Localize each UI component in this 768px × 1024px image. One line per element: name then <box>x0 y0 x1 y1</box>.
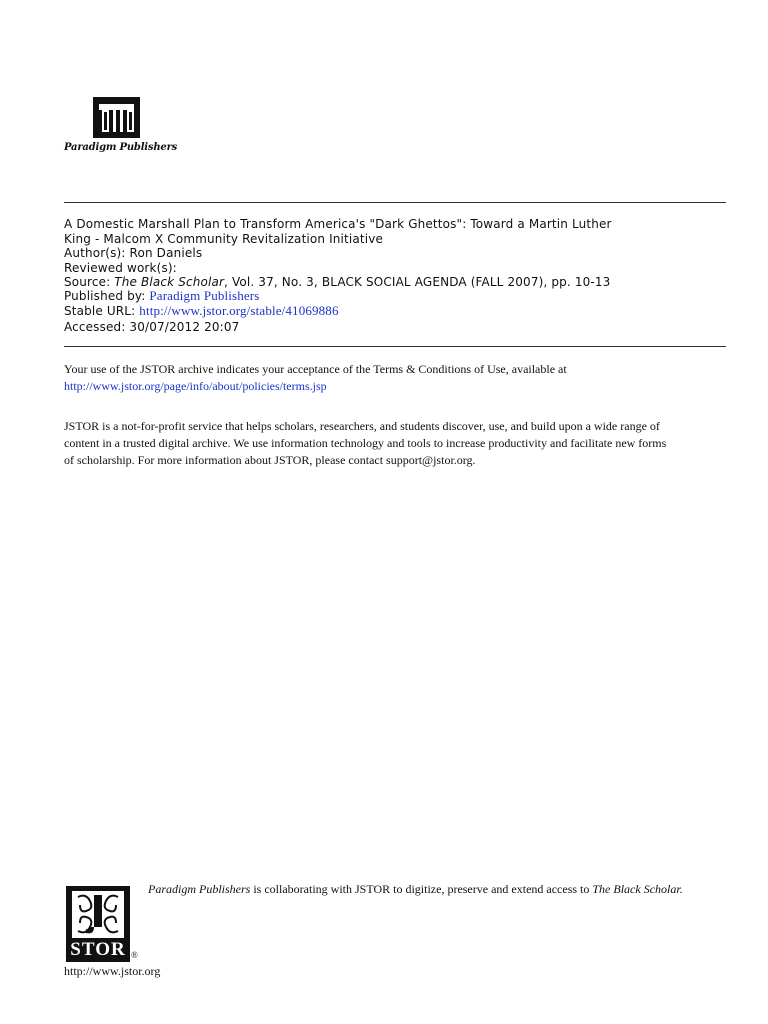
published-by-label: Published by: <box>64 289 150 303</box>
stable-url <box>64 304 339 318</box>
paradigm-publishers-logo-icon <box>93 97 140 138</box>
publisher-logo-label: Paradigm Publishers <box>64 142 178 153</box>
article-title-line-1: A Domestic Marshall Plan to Transform America's "Dark Ghettos": Toward a Martin Luther <box>64 217 612 231</box>
terms-paragraph <box>64 361 730 395</box>
jstor-logo-word: STOR <box>70 939 126 960</box>
stable-url-link[interactable]: http://www.jstor.org/stable/41069886 <box>139 303 339 318</box>
collab-journal: The Black Scholar. <box>592 882 683 896</box>
collab-text: is collaborating with JSTOR to digitize, preserve and extend access to <box>250 882 593 896</box>
article-title-line-2: King - Malcom X Community Revitalization Initiative <box>64 232 384 246</box>
accessed-date: Accessed: 30/07/2012 20:07 <box>64 320 240 334</box>
terms-link[interactable]: http://www.jstor.org/page/info/about/policies/terms.jsp <box>64 379 327 393</box>
jstor-home-link[interactable]: http://www.jstor.org <box>64 964 161 978</box>
source-journal: The Black Scholar <box>114 275 225 289</box>
reviewed-works: Reviewed work(s): <box>64 261 177 275</box>
about-line-2: content in a trusted digital archive. We use information technology and tools to increase productivity and facilitate new forms <box>64 436 667 450</box>
published-by <box>64 289 260 303</box>
top-divider <box>64 202 726 203</box>
article-source <box>64 275 610 289</box>
about-paragraph <box>64 418 730 469</box>
about-line-3: of scholarship. For more information about JSTOR, please contact support@jstor.org. <box>64 453 476 467</box>
stable-url-label: Stable URL: <box>64 304 140 318</box>
registered-mark: ® <box>131 950 138 960</box>
source-details: , Vol. 37, No. 3, BLACK SOCIAL AGENDA (FALL 2007), pp. 10-13 <box>224 275 611 289</box>
about-line-1: JSTOR is a not-for-profit service that helps scholars, researchers, and students discover, use, and build upon a wide range of <box>64 419 660 433</box>
jstor-logo-icon <box>66 886 130 962</box>
publisher-link[interactable]: Paradigm Publishers <box>149 288 260 303</box>
collab-publisher: Paradigm Publishers <box>148 882 251 896</box>
article-authors: Author(s): Ron Daniels <box>64 246 203 260</box>
bottom-divider <box>64 346 726 347</box>
terms-text: Your use of the JSTOR archive indicates your acceptance of the Terms & Conditions of Use, available at <box>64 362 567 376</box>
collaboration-statement <box>148 882 683 897</box>
source-label: Source: <box>64 275 115 289</box>
